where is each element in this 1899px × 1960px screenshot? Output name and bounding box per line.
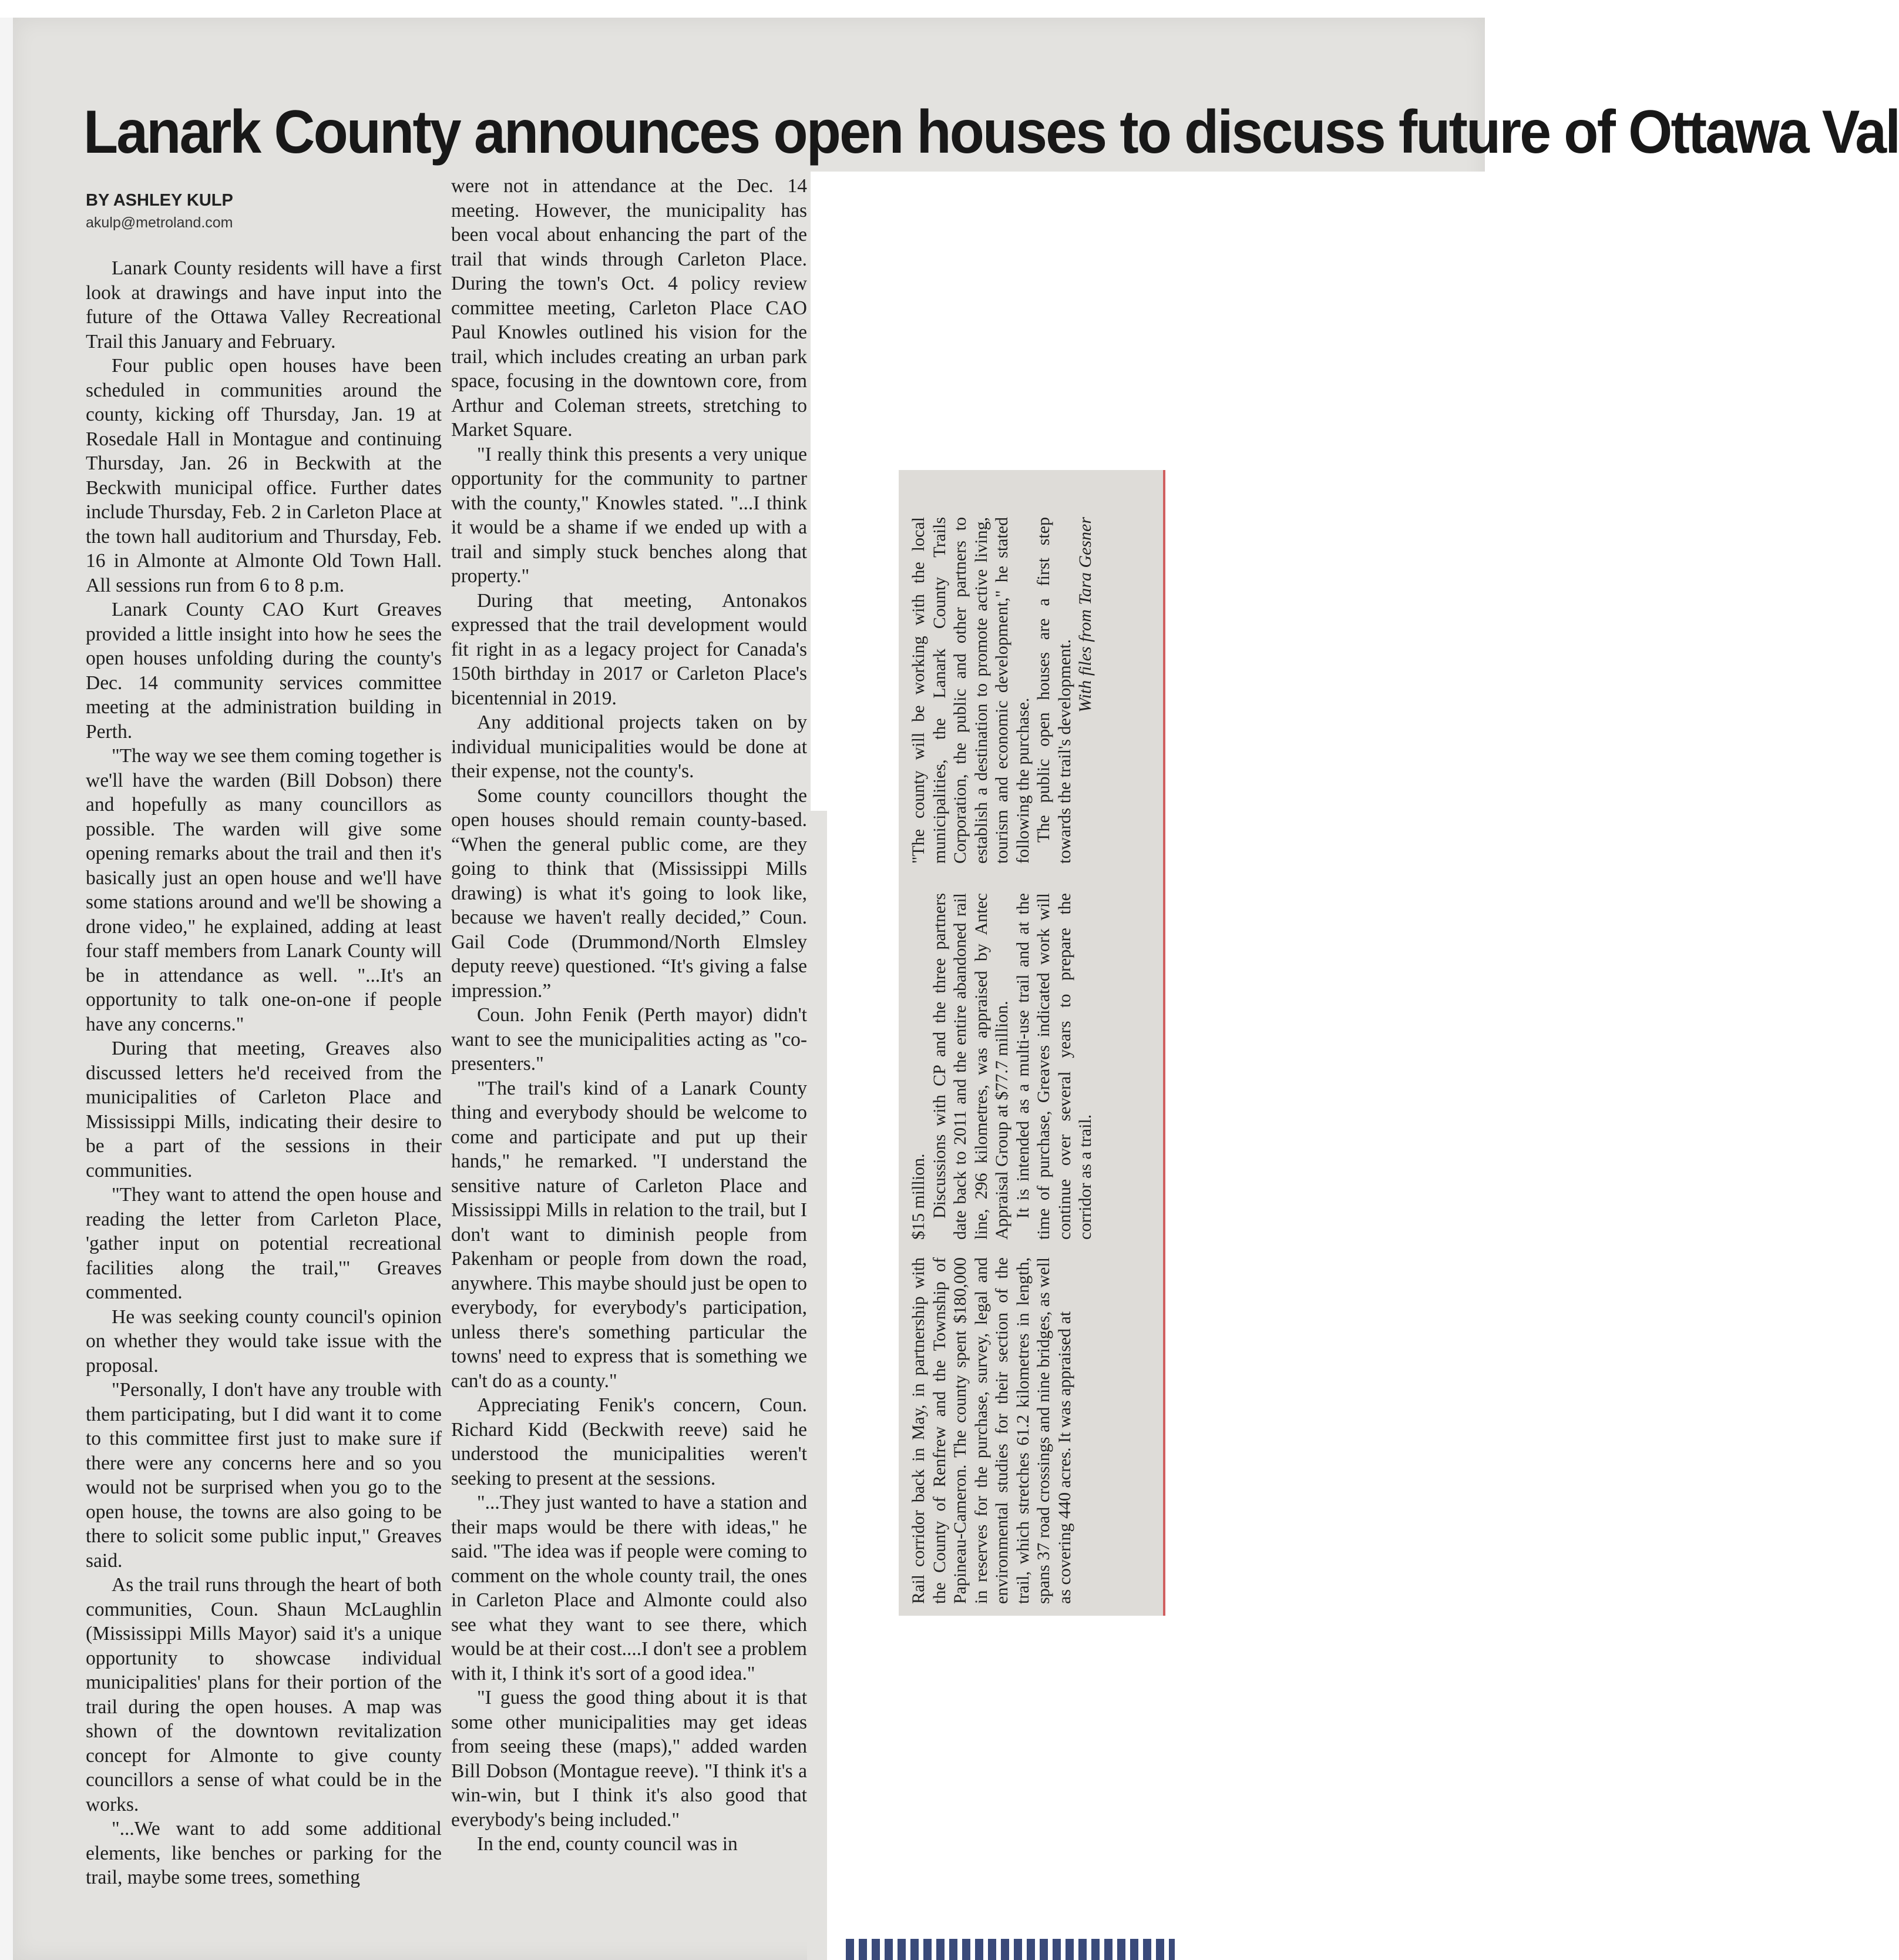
paragraph: "I guess the good thing about it is that some other municipalities may get ideas from seeing these (maps)," added warden Bill Dobson (Montague reeve). "I think it's a win-win, but I think it's also good that everybody's being included." <box>451 1687 807 1831</box>
paragraph: Coun. John Fenik (Perth mayor) didn't want to see the municipalities acting as "co-presenters." <box>451 1004 807 1075</box>
paragraph: As the trail runs through the heart of both communities, Coun. Shaun McLaughlin (Mississippi Mills Mayor) said it's a unique opportunity to showcase individual municipalities' plans for their portion of the trail during the open houses. A map was shown of the downtown revitalization concept for Almonte to give county councillors a sense of what could be in the works. <box>86 1574 442 1815</box>
author-email: akulp@metroland.com <box>86 214 233 231</box>
scan-edge <box>0 18 13 1960</box>
paragraph: "...They just wanted to have a station and their maps would be there with ideas," he said. "The idea was if people were coming to comment on the whole county trail, the ones in Carleton Place and Almonte could also see what they want to see there, which would be at their cost....I don't see a problem with it, I think it's sort of a good idea." <box>451 1492 807 1684</box>
paragraph: Some county councillors thought the open houses should remain county-based. “When the general public come, are they going to think that (Mississippi Mills drawing) is what it's going to look like, because we haven't really decided,” Coun. Gail Code (Drummond/North Elmsley deputy reeve) questioned. “It's giving a false impression.” <box>451 784 807 1002</box>
article-headline: Lanark County announces open houses to discuss future of Ottawa Val <box>83 98 1899 166</box>
paragraph: In the end, county council was in <box>477 1833 738 1855</box>
paragraph: "...We want to add some additional elements, like benches or parking for the trail, maybe some trees, something <box>86 1818 442 1888</box>
paragraph: He was seeking county council's opinion on whether they would take issue with the proposal. <box>86 1305 442 1377</box>
next-page-edge <box>846 1939 1175 1960</box>
article-byline: BY ASHLEY KULP <box>86 191 233 210</box>
paragraph: Rail corridor back in May, in partnership with the County of Renfrew and the Township of Papineau-Cameron. The county spent $180,000 in reserves for the purchase, survey, legal and environmental studies for their section of the trail, which stretches 61.2 kilometres in length, spans 37 road crossings and nine bridges, as well as covering 440 acres. It was appraised at <box>909 1257 1074 1604</box>
paragraph: Discussions with CP and the three partners date back to 2011 and the entire abandoned rail line, 296 kilometres, was appraised by Antec Appraisal Group at $77.7 million. <box>929 893 1011 1240</box>
paragraph: "The county will be working with the local municipalities, the Lanark County Trails Corporation, the public and other partners to establish a destination to promote active living, tourism and economic development," he stated following the purchase. <box>909 517 1033 864</box>
column-2-paper-extension <box>807 811 827 1960</box>
article-column-1 <box>86 256 442 1960</box>
paragraph: "Personally, I don't have any trouble with them participating, but I did want it to come to this committee first just to make sure if there were any concerns here and so you would not be surprised when you go to the open house, the towns are also going to be there to solicit some public input," Greaves said. <box>86 1379 442 1572</box>
paragraph: "They want to attend the open house and reading the letter from Carleton Place, 'gather input on potential recreational facilities along the trail,'" Greaves commented. <box>86 1184 442 1303</box>
paragraph: Lanark County residents will have a first look at drawings and have input into the future of the Ottawa Valley Recreational Trail this January and February. <box>86 257 442 353</box>
rotated-sidebar-clipping <box>899 470 1165 1616</box>
rotated-sidebar-text <box>899 470 1163 1616</box>
sidebar-column-3 <box>908 517 1161 864</box>
paragraph: "The trail's kind of a Lanark County thing and everybody should be welcome to come and participate and put up their hands," he remarked. "I understand the sensitive nature of Carleton Place and Mississippi Mills in relation to the trail, but I don't want to diminish people from Pakenham or people from down the road, anywhere. This maybe should just be open to everybody, for everybody's participation, unless there's something particular the towns' need to express that is something we can't do as a county." <box>451 1077 807 1392</box>
paragraph: "I really think this presents a very unique opportunity for the community to partner with the county," Knowles stated. "...I think it would be a shame if we ended up with a trail and simply stuck benches along that property." <box>451 443 807 587</box>
sidebar-column-1 <box>908 1257 1161 1604</box>
paragraph: Appreciating Fenik's concern, Coun. Richard Kidd (Beckwith reeve) said he understood the municipalities weren't seeking to present at the sessions. <box>451 1394 807 1489</box>
photo-credit: With files from Tara Gesner <box>1075 517 1095 713</box>
paragraph: During that meeting, Antonakos expressed that the trail development would fit right in as a legacy project for Canada's 150th birthday in 2017 or Carleton Place's bicentennial in 2019. <box>451 589 807 709</box>
paragraph: Any additional projects taken on by individual municipalities would be done at their expense, not the county's. <box>451 711 807 782</box>
paragraph: Lanark County CAO Kurt Greaves provided a little insight into how he sees the open houses unfolding during the county's Dec. 14 community services committee meeting at the administration building in Perth. <box>86 599 442 743</box>
paragraph: It is intended as a multi-use trail and at the time of purchase, Greaves indicated work will continue over several years to prepare the corridor as a trail. <box>1013 893 1095 1240</box>
paragraph: $15 million. <box>909 1153 928 1240</box>
paragraph: were not in attendance at the Dec. 14 meeting. However, the municipality has been vocal about enhancing the part of the trail that winds through Carleton Place. During the town's Oct. 4 policy review committee meeting, Carleton Place CAO Paul Knowles outlined his vision for the trail, which includes creating an urban park space, focusing in the downtown core, from Arthur and Coleman streets, stretching to Market Square. <box>451 175 807 441</box>
paragraph: Four public open houses have been scheduled in communities around the county, kicking off Thursday, Jan. 19 at Rosedale Hall in Montague and continuing Thursday, Jan. 26 in Beckwith at the Beckwith municipal office. Further dates include Thursday, Feb. 2 in Carleton Place at the town hall auditorium and Thursday, Feb. 16 in Almonte at Almonte Old Town Hall. All sessions run from 6 to 8 p.m. <box>86 355 442 596</box>
article-column-2 <box>451 174 807 1960</box>
sidebar-column-2 <box>908 893 1161 1240</box>
paragraph: The public open houses are a first step towards the trail's development. <box>1034 517 1074 864</box>
paragraph: "The way we see them coming together is we'll have the warden (Bill Dobson) there and hopefully as many councillors as possible. The warden will give some opening remarks about the trail and then it's basically just an open house and we'll have some stations around and we'll be showing a drone video," he explained, adding at least four staff members from Lanark County will be in attendance as well. "...It's an opportunity to talk one-on-one if people have any concerns." <box>86 745 442 1035</box>
paragraph: During that meeting, Greaves also discussed letters he'd received from the municipalities of Carleton Place and Mississippi Mills, indicating their desire to be a part of the sessions in their communities. <box>86 1038 442 1182</box>
